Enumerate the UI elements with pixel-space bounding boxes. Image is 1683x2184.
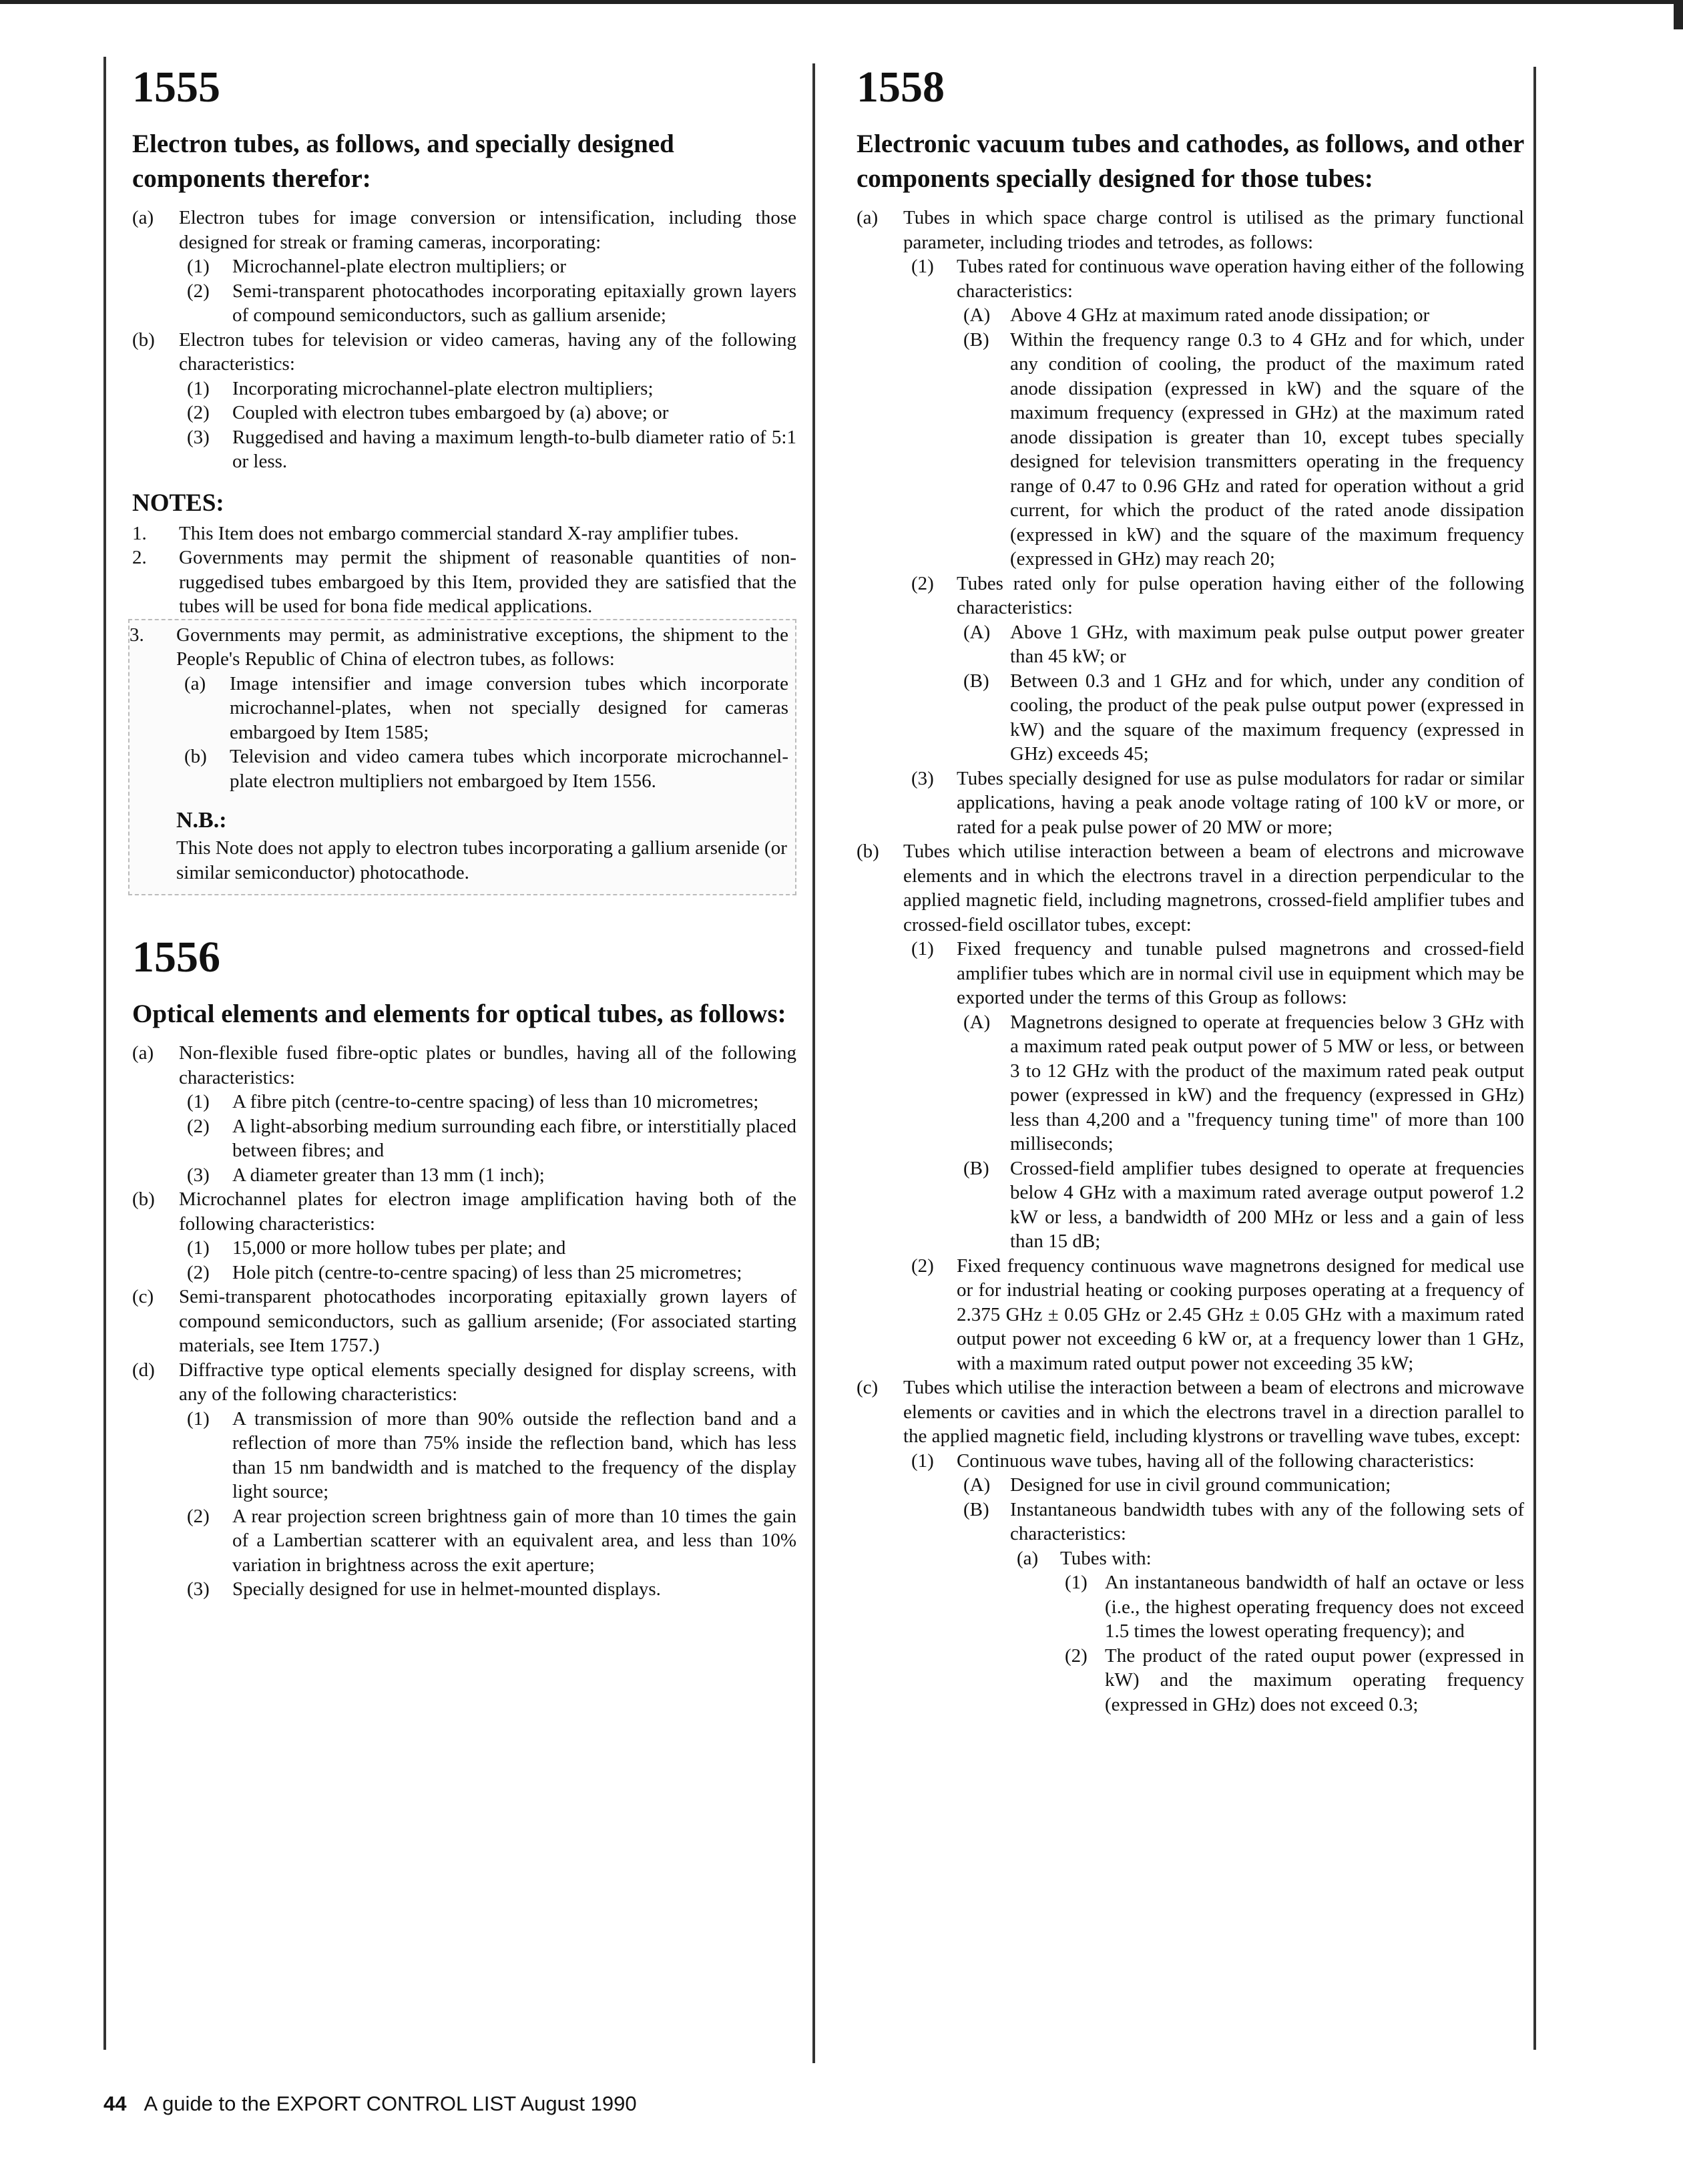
entry-label: (1) xyxy=(187,1407,210,1430)
entry-label: (2) xyxy=(911,572,934,594)
item-title: Electron tubes, as follows, and specially designed components therefor: xyxy=(132,130,674,193)
entry-label: (3) xyxy=(187,426,210,448)
entry-label: (1) xyxy=(187,256,210,277)
entry-label: 1. xyxy=(132,522,147,544)
entry-label: (3) xyxy=(187,1578,210,1600)
list-entry xyxy=(132,1163,796,1188)
entry-label: (2) xyxy=(911,1255,934,1277)
entry-text: Tubes rated for continuous wave operation having either of the following characteristics: xyxy=(957,256,1524,302)
entry-label: (A) xyxy=(963,1011,991,1033)
entry-text: Above 1 GHz, with maximum peak pulse output power greater than 45 kW; or xyxy=(1010,621,1524,667)
entry-label: (1) xyxy=(187,1091,210,1112)
entry-text: The product of the rated ouput power (expressed in kW) and the maximum operating frequency (expressed in GHz) does not exceed 0.3; xyxy=(1105,1645,1524,1715)
list-entry xyxy=(132,521,796,546)
list-entry xyxy=(857,254,1524,303)
list-entry xyxy=(132,254,796,279)
entry-text: Image intensifier and image conversion tubes which incorporate microchannel-plates, when not specially designed for cameras embargoed by Item 1585; xyxy=(230,672,788,743)
list-entry xyxy=(132,377,796,401)
entry-text: Continuous wave tubes, having all of the following characteristics: xyxy=(957,1450,1475,1472)
entry-label: (1) xyxy=(187,1237,210,1259)
entry-text: Non-flexible fused fibre-optic plates or bundles, having all of the following characteristics: xyxy=(179,1042,796,1088)
entry-text: Tubes in which space charge control is utilised as the primary functional parameter, including triodes and tetrodes, as follows: xyxy=(903,207,1524,253)
list-entry xyxy=(857,1570,1524,1644)
list-entry xyxy=(857,839,1524,937)
entry-text: Tubes rated only for pulse operation having either of the following characteristics: xyxy=(957,572,1524,618)
entry-label: 2. xyxy=(132,547,147,568)
list-entry xyxy=(857,1473,1524,1498)
entry-text: Diffractive type optical elements specially designed for display screens, with any of the following characteristics: xyxy=(179,1359,796,1405)
footer-text: A guide to the EXPORT CONTROL LIST August 1990 xyxy=(144,2092,637,2115)
entry-label: (3) xyxy=(911,767,934,789)
boxed-note-entries xyxy=(130,623,788,794)
entry-text: Instantaneous bandwidth tubes with any of the following sets of characteristics: xyxy=(1010,1498,1524,1544)
entry-label: (a) xyxy=(184,672,206,694)
entry-text: Incorporating microchannel-plate electron multipliers; xyxy=(232,377,654,399)
list-entry xyxy=(857,669,1524,767)
entry-text: A diameter greater than 13 mm (1 inch); xyxy=(232,1164,545,1186)
notes-heading: NOTES: xyxy=(132,489,224,517)
entry-text: A rear projection screen brightness gain of more than 10 times the gain of a Lambertian scatterer with an equivalent area, and less than 10% variation in brightness across the exit aperture; xyxy=(232,1505,796,1576)
item-number: 1556 xyxy=(132,933,220,981)
entry-text: An instantaneous bandwidth of half an octave or less (i.e., the highest operating frequency does not exceed 1.5 times the lowest operating frequency); and xyxy=(1105,1572,1524,1642)
list-entry xyxy=(857,572,1524,620)
entry-label: (2) xyxy=(187,1261,210,1283)
entry-text: Magnetrons designed to operate at frequencies below 3 GHz with a maximum rated peak output power of 5 MW or less, or between 3 to 12 GHz with the product of the maximum rated peak output power (expressed in kW) and the frequency (expressed in GHz) less than 4,200 and a "frequency tuning time" of more than 100 milliseconds; xyxy=(1010,1011,1524,1154)
entry-text: Fixed frequency and tunable pulsed magnetrons and crossed-field amplifier tubes which are in normal civil use in equipment which may be exported under the terms of this Group as follows: xyxy=(957,938,1524,1008)
item-entries xyxy=(132,1041,796,1602)
list-entry xyxy=(130,672,788,745)
entry-label: (B) xyxy=(963,1157,989,1179)
entry-label: (b) xyxy=(132,329,155,351)
item-title: Optical elements and elements for optical tubes, as follows: xyxy=(132,1000,786,1028)
entry-label: (c) xyxy=(132,1286,154,1307)
entry-text: A light-absorbing medium surrounding each fibre, or interstitially placed between fibres; and xyxy=(232,1115,796,1161)
entry-label: (a) xyxy=(132,207,154,228)
right-column xyxy=(857,60,1524,1717)
entry-label: (B) xyxy=(963,1498,989,1520)
list-entry xyxy=(857,1644,1524,1717)
nb-heading: N.B.: xyxy=(176,808,227,833)
entry-label: (a) xyxy=(1017,1547,1039,1569)
list-entry xyxy=(132,1407,796,1504)
list-entry xyxy=(857,328,1524,572)
entry-text: Tubes with: xyxy=(1060,1547,1152,1569)
list-entry xyxy=(132,1261,796,1285)
left-column xyxy=(132,60,796,1602)
nb-text: This Note does not apply to electron tubes incorporating a gallium arsenide (or similar semiconductor) photocathode. xyxy=(176,837,787,883)
entry-label: 3. xyxy=(130,624,144,646)
page-number: 44 xyxy=(103,2092,127,2115)
entry-label: (1) xyxy=(187,377,210,399)
list-entry xyxy=(857,303,1524,328)
entry-label: (b) xyxy=(132,1188,155,1210)
list-entry xyxy=(132,1041,796,1090)
item-number: 1558 xyxy=(857,63,945,112)
entry-text: Specially designed for use in helmet-mounted displays. xyxy=(232,1578,661,1600)
entry-text: Above 4 GHz at maximum rated anode dissipation; or xyxy=(1010,304,1430,326)
entry-text: Microchannel plates for electron image amplification having both of the following characteristics: xyxy=(179,1188,796,1235)
item-entries xyxy=(857,206,1524,1717)
entry-text: Microchannel-plate electron multipliers; or xyxy=(232,256,567,277)
list-entry xyxy=(132,1236,796,1261)
list-entry xyxy=(857,1010,1524,1156)
entry-text: Designed for use in civil ground communication; xyxy=(1010,1474,1391,1496)
item-1555 xyxy=(132,65,796,895)
entry-text: Coupled with electron tubes embargoed by (a) above; or xyxy=(232,402,669,423)
boxed-note xyxy=(128,619,796,896)
list-entry xyxy=(132,328,796,377)
list-entry xyxy=(857,1498,1524,1546)
entry-label: (c) xyxy=(857,1377,879,1398)
list-entry xyxy=(857,620,1524,669)
entry-text: A transmission of more than 90% outside the reflection band and a reflection of more than 75% inside the reflection band, which has less than 15 nm bandwidth and is matched to the frequency of the display light source; xyxy=(232,1407,796,1502)
entry-label: (A) xyxy=(963,1474,991,1496)
list-entry xyxy=(857,206,1524,254)
entry-label: (A) xyxy=(963,621,991,643)
list-entry xyxy=(130,623,788,672)
list-entry xyxy=(132,401,796,425)
page-footer xyxy=(103,2092,637,2116)
item-title: Electronic vacuum tubes and cathodes, as follows, and other components specially designed for those tubes: xyxy=(857,130,1524,193)
entry-label: (A) xyxy=(963,304,991,326)
list-entry xyxy=(857,1449,1524,1474)
entry-text: Semi-transparent photocathodes incorporating epitaxially grown layers of compound semiconductors, such as gallium arsenide; xyxy=(232,280,796,326)
list-entry xyxy=(857,1375,1524,1449)
item-1556 xyxy=(132,935,796,1602)
entry-text: A fibre pitch (centre-to-centre spacing) of less than 10 micrometres; xyxy=(232,1091,759,1112)
center-column-rule xyxy=(812,63,815,2063)
list-entry xyxy=(857,1546,1524,1571)
top-edge-line xyxy=(0,0,1683,4)
entry-label: (2) xyxy=(1065,1645,1088,1667)
list-entry xyxy=(132,1114,796,1163)
entry-label: (2) xyxy=(187,1505,210,1527)
entry-text: This Item does not embargo commercial standard X-ray amplifier tubes. xyxy=(179,522,739,544)
list-entry xyxy=(132,206,796,254)
entry-text: Ruggedised and having a maximum length-to-bulb diameter ratio of 5:1 or less. xyxy=(232,426,796,472)
entry-text: Tubes which utilise interaction between a beam of electrons and microwave elements and in which the electrons travel in a direction perpendicular to the applied magnetic field, including magnetrons, crossed-field amplifier tubes and crossed-field oscillator tubes, except: xyxy=(903,841,1524,935)
entry-label: (d) xyxy=(132,1359,155,1381)
left-margin-rule xyxy=(103,57,106,2050)
list-entry xyxy=(132,425,796,474)
entry-label: (2) xyxy=(187,280,210,302)
entry-text: Electron tubes for image conversion or intensification, including those designed for streak or framing cameras, incorporating: xyxy=(179,207,796,253)
list-entry xyxy=(857,767,1524,840)
list-entry xyxy=(857,1156,1524,1254)
entry-label: (a) xyxy=(857,207,879,228)
entry-text: Television and video camera tubes which incorporate microchannel-plate electron multipliers not embargoed by Item 1556. xyxy=(230,746,788,792)
entry-text: Tubes specially designed for use as pulse modulators for radar or similar applications, having a peak anode voltage rating of 100 kV or more, or rated for a peak pulse power of 20 MW or more; xyxy=(957,767,1524,838)
list-entry xyxy=(857,937,1524,1010)
list-entry xyxy=(132,1187,796,1236)
list-entry xyxy=(132,1090,796,1114)
entry-text: Governments may permit, as administrative exceptions, the shipment to the People's Republic of China of electron tubes, as follows: xyxy=(176,624,788,670)
list-entry xyxy=(132,1285,796,1358)
entry-label: (1) xyxy=(911,256,934,277)
entry-label: (1) xyxy=(1065,1572,1088,1593)
entry-label: (b) xyxy=(184,746,207,767)
page-corner-mark xyxy=(1674,0,1683,29)
entry-label: (1) xyxy=(911,938,934,959)
entry-label: (B) xyxy=(963,329,989,351)
entry-text: Governments may permit the shipment of reasonable quantities of non-ruggedised tubes embargoed by this Item, provided they are satisfied that the tubes will be used for bona fide medical applications. xyxy=(179,547,796,617)
list-entry xyxy=(132,1504,796,1578)
list-entry xyxy=(857,1254,1524,1376)
entry-label: (3) xyxy=(187,1164,210,1186)
entry-label: (1) xyxy=(911,1450,934,1472)
entry-text: Semi-transparent photocathodes incorporating epitaxially grown layers of compound semiconductors, such as gallium arsenide; (For associated starting materials, see Item 1757.) xyxy=(179,1286,796,1356)
entry-text: Within the frequency range 0.3 to 4 GHz and for which, under any condition of cooling, the product of the maximum rated anode dissipation (expressed in kW) and the square of the maximum frequency (expressed in GHz) at the maximum rated anode dissipation is greater than 10, except tubes specially designed for television transmitters operating in the frequency range of 0.47 to 0.96 GHz and rated for operation without a grid current, for which the product of the rated anode dissipation (expressed in kW) and the square of the maximum frequency (expressed in GHz) may reach 20; xyxy=(1010,329,1524,570)
entry-text: Fixed frequency continuous wave magnetrons designed for medical use or for industrial heating or cooking purposes operating at a frequency of 2.375 GHz ± 0.05 GHz or 2.45 GHz ± 0.05 GHz with a maximum rated output power not exceeding 6 kW or, at a frequency lower than 1 GHz, with a maximum rated output power not exceeding 35 kW; xyxy=(957,1255,1524,1374)
entry-text: Crossed-field amplifier tubes designed to operate at frequencies below 4 GHz with a maximum rated average output powerof 1.2 kW or less, a bandwidth of 200 MHz or less and a gain of less than 15 dB; xyxy=(1010,1157,1524,1252)
entry-text: Hole pitch (centre-to-centre spacing) of less than 25 micrometres; xyxy=(232,1261,742,1283)
entry-text: Between 0.3 and 1 GHz and for which, under any condition of cooling, the product of the peak pulse output power (expressed in kW) and the square of the maximum frequency (expressed in GHz) exceeds 45; xyxy=(1010,670,1524,765)
item-entries xyxy=(132,206,796,474)
entry-label: (2) xyxy=(187,402,210,423)
notes-list xyxy=(132,521,796,619)
list-entry xyxy=(132,279,796,328)
entry-text: 15,000 or more hollow tubes per plate; and xyxy=(232,1237,566,1259)
list-entry xyxy=(132,1577,796,1602)
entry-text: Electron tubes for television or video cameras, having any of the following characteristics: xyxy=(179,329,796,375)
item-1558 xyxy=(857,65,1524,1717)
entry-text: Tubes which utilise the interaction between a beam of electrons and microwave elements or cavities and in which the electrons travel in a direction parallel to the applied magnetic field, including klystrons or travelling wave tubes, except: xyxy=(903,1377,1524,1447)
entry-label: (2) xyxy=(187,1115,210,1137)
list-entry xyxy=(132,1358,796,1407)
list-entry xyxy=(130,744,788,793)
item-number: 1555 xyxy=(132,63,220,112)
entry-label: (B) xyxy=(963,670,989,692)
entry-label: (b) xyxy=(857,841,879,862)
list-entry xyxy=(132,545,796,619)
right-margin-rule xyxy=(1533,67,1536,2050)
entry-label: (a) xyxy=(132,1042,154,1064)
